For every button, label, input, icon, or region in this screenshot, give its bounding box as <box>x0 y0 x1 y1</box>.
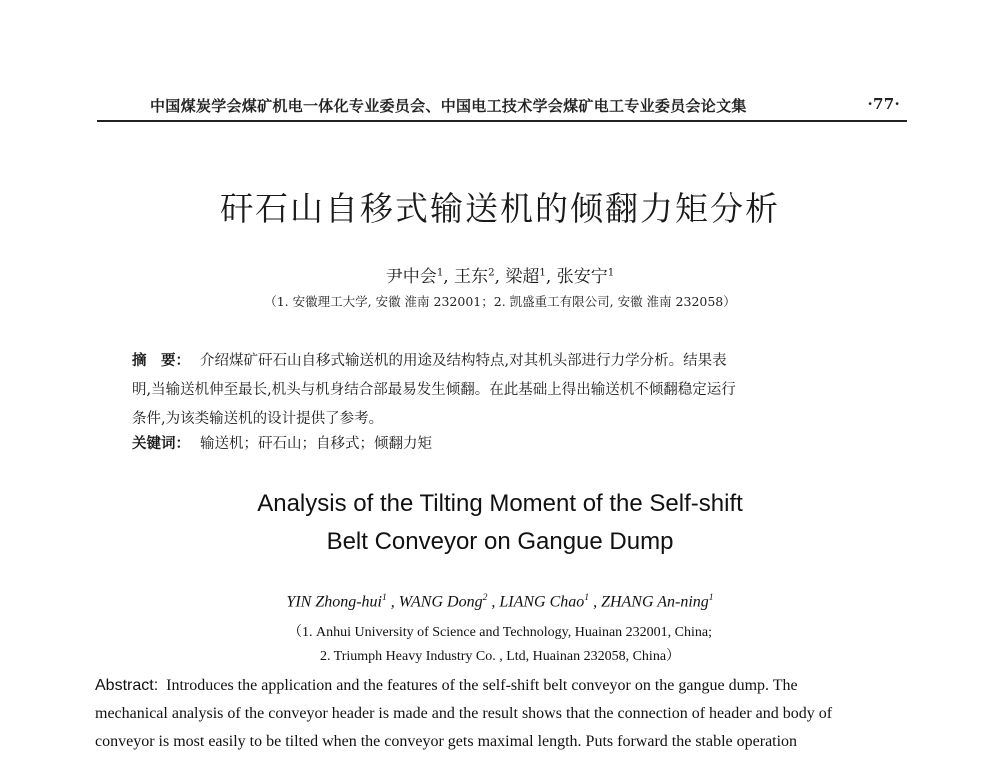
journal-name: 中国煤炭学会煤矿机电一体化专业委员会、中国电工技术学会煤矿电工专业委员会论文集 <box>150 97 747 115</box>
abstract-text: 介绍煤矿矸石山自移式输送机的用途及结构特点,对其机头部进行力学分析。结果表 <box>200 353 727 369</box>
chinese-keywords <box>132 432 877 453</box>
chinese-abstract <box>132 347 877 434</box>
author-affil-mark: 1 <box>539 267 546 279</box>
author-name: 尹中会 <box>385 267 437 287</box>
english-affiliation <box>0 621 1000 669</box>
author-name: 张安宁 <box>556 267 608 287</box>
english-abstract <box>95 672 907 756</box>
author-affil-mark: 1 <box>607 267 615 279</box>
author-affil-mark: 2 <box>482 592 488 603</box>
abstract-line: 明,当输送机伸至最长,机头与机身结合部最易发生倾翻。在此基础上得出输送机不倾翻稳定运行 <box>132 382 736 398</box>
author-affil-mark: 1 <box>382 592 387 603</box>
keywords-label: 关键词： <box>132 436 190 452</box>
author-separator: , <box>545 267 552 287</box>
abstract-line: conveyor is most easily to be tilted when the conveyor gets maximal length. Puts forward the stable operation <box>95 733 798 750</box>
abstract-label: Abstract: <box>95 677 159 694</box>
keywords-text: 输送机；矸石山；自移式；倾翻力矩 <box>200 436 432 452</box>
author-name: 梁超 <box>505 267 540 287</box>
author-name: LIANG Chao <box>499 593 585 611</box>
author-separator: , <box>443 267 449 287</box>
author-separator: , <box>494 267 500 287</box>
author-affil-mark: 2 <box>488 267 495 279</box>
header-rule <box>97 120 907 122</box>
author-name: WANG Dong <box>398 593 483 611</box>
author-affil-mark: 1 <box>436 267 444 279</box>
english-title <box>0 485 1000 561</box>
author-name: YIN Zhong-hui <box>286 593 382 611</box>
abstract-line: mechanical analysis of the conveyor header is made and the result shows that the connection of header and body of <box>95 705 833 722</box>
author-name: ZHANG An-ning <box>601 593 709 611</box>
page-number: ·77· <box>867 95 900 113</box>
author-name: 王东 <box>454 267 489 287</box>
title-line: Belt Conveyor on Gangue Dump <box>326 528 674 555</box>
chinese-title: 矸石山自移式输送机的倾翻力矩分析 <box>220 189 780 228</box>
abstract-line: 条件,为该类输送机的设计提供了参考。 <box>132 411 384 427</box>
affiliation-line: （1. Anhui University of Science and Technology, Huainan 232001, China; <box>288 625 712 640</box>
abstract-line <box>132 347 877 376</box>
english-authors: YIN Zhong-hui$^1$ , WANG Dong$^2$ , LIANG Chao$^1$ , ZHANG An-ning$^1$ <box>286 592 714 611</box>
title-line: Analysis of the Tilting Moment of the Self-shift <box>257 490 743 517</box>
abstract-label: 摘 要： <box>132 353 190 369</box>
abstract-line <box>95 672 907 700</box>
author-affil-mark: 1 <box>584 592 590 603</box>
running-header <box>150 95 900 119</box>
author-affil-mark: 1 <box>708 592 714 603</box>
abstract-text: Introduces the application and the features of the self-shift belt conveyor on the gangue dump. The <box>166 677 798 694</box>
affiliation-line: 2. Triumph Heavy Industry Co. , Ltd, Huainan 232058, China） <box>319 649 681 664</box>
chinese-authors <box>0 262 1000 287</box>
chinese-affiliation: （1. 安徽理工大学, 安徽 淮南 232001；2. 凯盛重工有限公司, 安徽 淮南 232058） <box>264 294 736 309</box>
